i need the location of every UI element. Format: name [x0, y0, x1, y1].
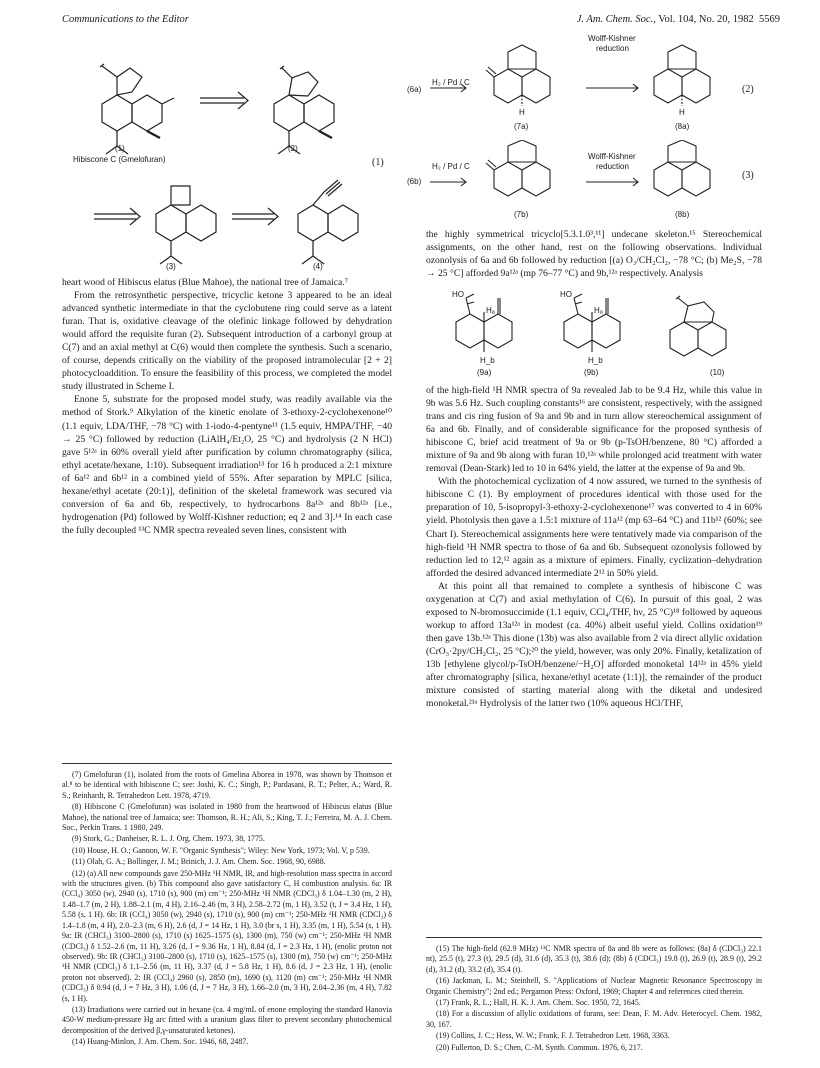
caption-hibiscone-c: Hibiscone C (Gmelofuran)	[73, 155, 166, 164]
footnote-14: (14) Huang-Minlon, J. Am. Chem. Soc. 1946, 68, 2487.	[72, 1037, 249, 1047]
label-hb-9a: H_b	[480, 356, 495, 365]
right-footnotes	[426, 944, 762, 1054]
paragraph: of the high-field ¹H NMR spectra of 9a revealed Jab to be 9.4 Hz, while this value in 9b was 5.6 Hz. Such coupling constants¹⁶ are consistent, respectively, with the assigned trans and cis ring fusion of 9a and 9b and in turn allow stereochemical assignment of 6a and 6b. Finally, and of considerable significance for the proposed synthesis of hibiscone C, brief acid treatment of 9a or 9b (p-TsOH/benzene, 80 °C) afforded a mixture of 9a and 9b along with furan 10,¹²ᵃ while prolonged acid treatment with water removal (Dean-Stark) led to 10 in 64% yield, the latter at the expense of 9a and 9b.	[426, 385, 762, 475]
label-8b: (8b)	[675, 210, 690, 219]
label-9a: (9a)	[477, 368, 492, 377]
running-header-left: Communications to the Editor	[62, 14, 189, 25]
eq3-reagent: H₂ / Pd / C	[432, 162, 470, 171]
equation-3-number: (3)	[742, 170, 754, 181]
label-9b: (9b)	[584, 368, 599, 377]
paragraph: At this point all that remained to complete a synthesis of hibiscone C was oxygenation at C(7) and axial methylation of C(6). In pursuit of this goal, 2 was exposed to N-bromosuccimide (1.1 equiv, CCl₄/THF, hν, 25 °C)¹⁸ followed by aqueous workup to afford 13a¹²ᵃ in modest (ca. 40%) albeit useful yield. Collins oxidation¹⁹ then gave 13b.¹²ᵃ This dione (13b) was also available from 2 via direct allylic oxidation (CrO₃·2py/CH₂Cl₂, 25 °C);²⁰ the yield, however, was only 20%. Finally, ketalization of 13b [ethylene glycol/p-TsOH/benzene/−H₂O] afforded monoketal 14¹²ᵃ in 45% yield after chromatography [silica, hexane/ethyl acetate (1:1)], the remainder of the product mixture consisted of starting material along with the diketal and undesired monoketal.²¹ᵃ Hydrolysis of the latter two (10% aqueous HCl/THF,	[426, 580, 762, 710]
footnote-rule-left	[62, 763, 392, 764]
label-ho-9b: HO	[560, 290, 572, 299]
structure-2	[274, 66, 334, 154]
footnote-7: (7) Gmelofuran (1), isolated from the roots of Gmelina Aborea in 1978, was shown by Thomson et al.⁸ to be identical with hibiscone C; see: Joshi, K. C.; Singh, P.; Pardasani, R. T.; Pelter, A.; Ward, R. S.; Reinhardt, R. Tetrahedron Lett. 1978, 4719.	[62, 770, 392, 800]
eq2-reagent: H₂ / Pd / C	[432, 78, 470, 87]
structure-9a	[456, 294, 512, 352]
structure-8b	[654, 140, 710, 196]
right-column-body-b	[426, 384, 762, 710]
label-10: (10)	[710, 368, 725, 377]
footnote-19: (19) Collins, J. C.; Hess, W. W.; Frank, F. J. Tetrahedron Lett. 1968, 3363.	[436, 1031, 670, 1041]
footnote-8: (8) Hibiscone C (Gmelofuran) was isolated in 1980 from the heartwood of Hibiscus elatus (Blue Mahoe), the national tree of Jamaica; see: Thomson, R. H.; Ali, S.; King, T. J.; Ferreira, M. A. J. Chem. Soc., Perkin Trans. 1 1980, 249.	[62, 802, 392, 833]
right-column-body-a	[426, 228, 762, 280]
scheme-equation-2	[426, 32, 762, 128]
footnote-20: (20) Fullerton, D. S.; Chen, C.-M. Synth. Commun. 1976, 6, 217.	[436, 1042, 643, 1052]
footnote-rule-right	[426, 937, 762, 938]
equation-2-number: (2)	[742, 84, 754, 95]
equation-1-number: (1)	[372, 157, 384, 168]
structure-7a	[486, 45, 550, 106]
eq2-wk-line2: reduction	[596, 44, 629, 53]
eq2-h-8a: H	[679, 108, 685, 117]
label-hb-9b: H_b	[588, 356, 603, 365]
retro-arrow-1	[200, 92, 248, 109]
structure-4	[298, 180, 358, 264]
label-ho-9a: HO	[452, 290, 464, 299]
paragraph: Enone 5, substrate for the proposed model study, was readily available via the method of Stork.⁹ Alkylation of the kinetic enolate of 3-ethoxy-2-cyclohexenone¹⁰ (1.1 equiv, LDA/THF, −78 °C) with 1-iodo-4-pentyne¹¹ (1.5 equiv, HMPA/THF, −40 → 25 °C) followed by reduction (LiAlH₄/Et₂O, 25 °C) and hydrolysis (2 N HCl) gave 5¹²ᵃ in 60% overall yield after purification by column chromatography (silica, ethyl acetate/hexane, 1:10). Subsequent irradiation¹³ for 16 h produced a 2:1 mixture of 6a¹² and 6b¹² in a combined yield of 55%. After separation by MPLC [silica, hexane/ethyl acetate (20:1)], definition of the skeletal framework was secured via conversion of 6a and 6b, respectively, to hydrocarbons 8a¹²ᵃ and 8b¹²ᵃ [i.e., hydrogenation (Pd) followed by Wolff-Kishner reduction; eq 2 and 3].¹⁴ In each case the fully decoupled ¹³C NMR spectra revealed seven lines, consistent with	[62, 394, 392, 536]
scheme-retrosynthesis	[62, 34, 392, 272]
page-number: 5569	[759, 14, 780, 25]
label-3: (3)	[166, 262, 176, 271]
structure-1	[100, 64, 174, 154]
retro-arrow-3	[232, 208, 278, 225]
label-7b: (7b)	[514, 210, 529, 219]
eq3-wk-line1: Wolff-Kishner	[588, 152, 636, 161]
journal-name: J. Am. Chem. Soc.	[576, 14, 654, 25]
running-header-right	[577, 14, 780, 25]
left-column-body	[62, 276, 392, 537]
journal-volume: , Vol. 104, No. 20, 1982	[653, 14, 754, 25]
paragraph: the highly symmetrical tricyclo[5.3.1.0³,¹¹] undecane skeleton.¹⁵ Stereochemical assignments, on the other hand, rest on the following observations. Individual ozonolysis of 6a and 6b followed by reduction [(a) O₃/CH₂Cl₂, −78 °C; (b) Me₂S, −78 → 25 °C] afforded 9a¹²ᵃ (mp 76–77 °C) and 9b,¹²ᵃ respectively. Analysis	[426, 229, 762, 280]
structure-7b	[486, 140, 550, 196]
footnote-16: (16) Jackman, L. M.; Steinhell, S. "Applications of Nuclear Magnetic Resonance Spectroscopy in Organic Chemistry"; 2nd ed.; Pergamon Press: Oxford, 1969; Chapter 4 and references cited therein.	[426, 976, 762, 996]
label-1: (1)	[115, 144, 125, 153]
label-2: (2)	[288, 144, 298, 153]
footnote-13: (13) Irradiations were carried out in hexane (ca. 4 mg/mL of enone employing the standard Hanovia 450-W medium-pressure Hg arc fitted with a uranium glass filter to prevent secondary photochemical decomposition of the derived β,γ-unsaturated ketones).	[62, 1004, 392, 1035]
eq2-start-label: (6a)	[407, 85, 422, 94]
structure-8a	[654, 45, 710, 106]
footnote-12: (12) (a) All new compounds gave 250-MHz ¹H NMR, IR, and high-resolution mass spectra in accord with the structures given. (b) This compound also gave satisfactory C, H combustion analysis. 6a: IR (CCl₄) 3050 (w), 2940 (s), 1710 (s), 900 (m) cm⁻¹; 250-MHz ¹H NMR (CDCl₃) δ 1.04–1.30 (m, 2 H), 1.48–1.7 (m, 2 H), 1.88–2.1 (m, 4 H), 2.16–2.46 (m, 3 H), 2.58–2.72 (m, 1 H), 3.52 (t, J = 3.4 Hz, 1 H), 5.58 (s, 1 H). 6b: IR (CCl₄) 3050 (w), 2940 (s), 1710 (s), 900 (m) cm⁻¹; 250-MHz ¹H NMR (CDCl₃) δ 1.4–1.8 (m, 4 H), 2.0–2.3 (m, 6 H), 2.6 (d, J = 14 Hz, 1 H), 3.0 (br s, 1 H), 3.35 (m, 1 H), 5.54 (s, 1 H). 9a: IR (CHCl₃) 3100–2800 (s), 1710 (s) 1625–1575 (s), 1300 (m), 750 (w) cm⁻¹; 250-MHz ¹H NMR (CDCl₃) δ 1.52–2.6 (m, 11 H), 3.26 (d, J = 9.36 Hz, 1 H), 8.84 (d, J = 2.3 Hz, 1 H), (enolic proton not observed). 9b: IR (CHCl₃) 3100–2800 (s), 1710 (s), 1625–1575 (s), 1300 (m), 750 (w) cm⁻¹; 250-MHz ¹H NMR (CDCl₃) δ 1.1–2.56 (m, 11 H), 3.37 (d, J = 5.8 Hz, 1 H), 8.6 (d, J = 2.3 Hz, 1 H), (enolic proton not observed). 2: IR (CCl₄) 2960 (s), 2850 (m), 1690 (s), 1120 (m) cm⁻¹; 250-MHz ¹H NMR (CDCl₃) δ 0.94 (d, J = 7 Hz, 3 H), 1.06 (d, J = 7 Hz, 3 H), 1.66–2.0 (m, 3 H), 2.04–2.36 (m, 4 H), 7.82 (s, 1 H).	[62, 868, 392, 1003]
eq3-wk-line2: reduction	[596, 162, 629, 171]
label-ha-9b: Hₐ	[594, 306, 603, 315]
paragraph: From the retrosynthetic perspective, tricyclic ketone 3 appeared to be an ideal advanced synthetic intermediate in that the cyclobutene ring could serve as a latent furan. That is, oxidative cleavage of the olefinic linkage followed by dehydration would afford the requisite furan (2). Subsequent introduction of a carbonyl group at C(7) and an axial methyl at C(6) would then complete the synthesis. Such a scenario, of course, depends critically on the viability of the proposed intramolecular [2 + 2] photocycloaddition. To ensure the feasibility of this process, we completed the model study illustrated in Scheme I.	[62, 290, 392, 393]
label-8a: (8a)	[675, 122, 690, 131]
eq3-start-label: (6b)	[407, 177, 422, 186]
eq2-wk-line1: Wolff-Kishner	[588, 34, 636, 43]
footnote-18: (18) For a discussion of allylic oxidations of furans, see: Dean, F. M. Adv. Heterocycl. Chem. 1982, 30, 167.	[426, 1009, 762, 1029]
structure-9b	[564, 294, 620, 352]
footnote-9: (9) Stork, G.; Danheiser, R. L. J. Org. Chem. 1973, 38, 1775.	[72, 834, 265, 844]
label-7a: (7a)	[514, 122, 529, 131]
footnote-11: (11) Olah, G. A.; Bollinger, J. M.; Brinich, J. J. Am. Chem. Soc. 1968, 90, 6988.	[72, 857, 326, 867]
structure-3	[156, 186, 216, 264]
paragraph: heart wood of Hibiscus elatus (Blue Mahoe), the national tree of Jamaica.⁷	[62, 277, 348, 288]
eq2-h-7a: H	[519, 108, 525, 117]
footnote-17: (17) Frank, R. L.; Hall, H. K. J. Am. Chem. Soc. 1950, 72, 1645.	[436, 998, 641, 1008]
left-footnotes	[62, 770, 392, 1049]
label-ha-9a: Hₐ	[486, 306, 495, 315]
retro-arrow-2	[94, 208, 140, 225]
footnote-10: (10) House, H. O.; Gannon, W. F. "Organic Synthesis"; Wiley: New York, 1973; Vol. V, p 539.	[72, 845, 370, 855]
label-4: (4)	[313, 262, 323, 271]
footnote-15: (15) The high-field (62.9 MHz) ¹³C NMR spectra of 8a and 8b were as follows: (8a) δ (CDCl₃) 22.1 nt), 25.5 (t), 27.3 (t), 29.5 (d), 31.6 (d), 35.3 (t), 38.6 (d); (8b) δ (CDCl₃) 19.8 (t), 26.9 (t), 28.9 (t), 29.2 (d), 31.2 (d), 33.2 (d), 35.4 (t).	[426, 944, 762, 974]
structure-10	[670, 296, 726, 356]
paragraph: With the photochemical cyclization of 4 now assured, we turned to the synthesis of hibiscone C (1). By employment of procedures identical with those used for the preparation of 10, 5-isopropyl-3-ethoxy-2-cyclohexenone¹⁷ was converted to 4 in 60% yield. Photolysis then gave a 1.5:1 mixture of 11a¹² (mp 63–64 °C) and 11b¹² (60%; see Chart I). Stereochemical assignments here were tentatively made via comparison of the high-field ¹H NMR spectra to those of 6a and 6b. Subsequent ozonolysis followed by reduction led to 12,¹² again as a mixture of epimers. Finally, cyclization–dehydration afforded the desired advanced intermediate 2¹² in 50% yield.	[426, 476, 762, 579]
